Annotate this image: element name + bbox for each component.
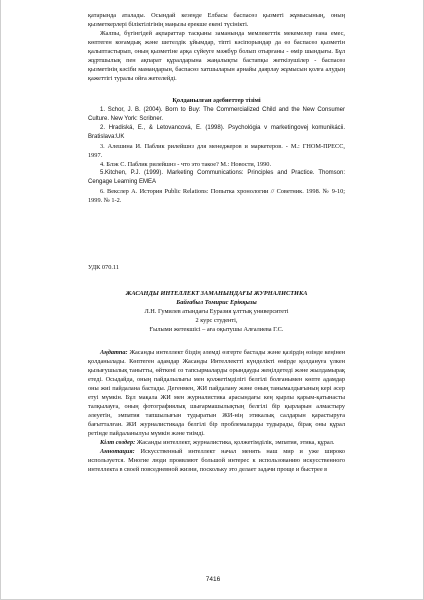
keywords-label: Кілт сөздер:	[100, 439, 136, 446]
body-paragraph: Жалпы, бүгінгідей ақпараттар тасқыны заманында мемлекеттік мекемелер ғана емес, көптеген коғамдық және шетелдік ұйымдар, тіпті кәсіпорындар да өз баспасөз қызметін қалыптастырып, оның қызметіне арқа сүйеуге мәжбүр болып отырғаны - өмір шындығы. Бұл жұртшылық пен ақпарат құралдарына жаңалықты бастапқы жеткізушілер - баспасөз қызметінің кәсіби мамандарын, баспасөз хатшыларын арнайы даярлау жұмысын қолға алудың қажеттігі туралы ойға жетелейді.	[88, 30, 345, 82]
annotation-text: Искусственный интеллект начал менять наш мир и уже широко используется. Многие люди проявляют большой интерес к использованию искусственного интеллекта в своей повседневной жизни, поскольку это делает задачи проще и быстрее в	[88, 448, 345, 473]
page-number: 7416	[205, 576, 221, 583]
author-course: 2 курс студенті,	[195, 317, 238, 324]
page-content	[88, 11, 345, 474]
keywords-text: Жасанды интеллект, журналистика, қолжетімділік, эмпатия, этика, құрал.	[135, 439, 335, 446]
reference-item: 3. Алешина И. Паблик рилейшнз для менеджеров и маркетеров. - М.: ГНОМ-ПРЕСС, 1997.	[88, 143, 345, 159]
annotation-label: Аннотация:	[100, 448, 135, 455]
abstract-paragraph	[88, 348, 345, 438]
reference-item: 5.Kitchen, P.J. (1999). Marketing Communications: Principles and Practice. Thomson: Cengage Learning EMEA	[88, 170, 345, 185]
author-university: Л.Н. Гумилев атындағы Еуразия ұлттық университеті	[144, 308, 289, 315]
reference-item: 2. Hradiská, E., & Letovancová, E. (1998). Psychológia v marketingovej komunikácii. Bratislava:UK	[88, 125, 345, 140]
abstract-text: Жасанды интеллект біздің әлемді өзгерте бастады және қазірдің өзінде кеңінен қолданылады. Көптеген адамдар Жасанды Интеллектті күнделікті өмірде қолдануға үлкен қызығушылық танытты, өйткені оз тапсырмаларды орындауды жеңілдетеді және жылдамырақ етеді. Осыдайда, оның пайдалылығы мен қолжетімділігі белгілі болғанымен көпте адамдар оны жиі пайдалана бастады. Дегенмен, ЖИ пайдалану және оның танымалдығының кері әсер етуі мүмкін. Бұл мақала ЖИ мен журналистика арасындағы кең қырлы қарым-қатынасты талқылауға, оның фотографиялық шығармашылықтың белгілі бір қырларын алмастыру әлеуетін, эмпатия тапшылығын тудыратын ЖИ-нің этикалық салдарын қарастыруға бағытталған. ЖИ журналистикада белгілі бір проблемаларды тудырады, бірақ оны құрал ретінде пайдаланылуы мүмкін және тиімді.	[88, 349, 345, 437]
reference-item: 6. Векслер А. История Public Relations: Попытка хронологии // Советник. 1998. № 9-10; 1999. № 1-2.	[88, 188, 345, 204]
abstract-label: Аңдатпа:	[100, 349, 128, 356]
reference-item: 4. Блэк С. Паблик рилейшнз - что это такое? М.: Новости, 1990.	[100, 161, 272, 168]
reference-item: 1. Schor, J. B. (2004). Born to Buy: The Commercialized Child and the New Consumer Culture. New York: Scribner.	[88, 107, 345, 122]
keywords-paragraph	[88, 438, 345, 447]
author-supervisor: Ғылыми жетекшісі – аға оқытушы Алғалиева Г.С.	[149, 326, 284, 333]
references-title: Қолданылған әдебиеттер тізімі	[172, 97, 261, 104]
article-title: ЖАСАНДЫ ИНТЕЛЛЕКТ ЗАМАНЫНДАҒЫ ЖУРНАЛИСТИКА	[125, 290, 308, 297]
article-author: Байғабыл Томирис Ерікқызы	[176, 299, 257, 306]
udc-code: УДК 070.11	[88, 264, 119, 271]
annotation-paragraph	[88, 447, 345, 474]
body-paragraph: қатарында аталады. Осындай кезеңде Елбасы баспасөз қызметі жұмысының, оның қызметкерлері біліктілігінің маңызы ерекше екені түсінікті.	[88, 12, 345, 28]
